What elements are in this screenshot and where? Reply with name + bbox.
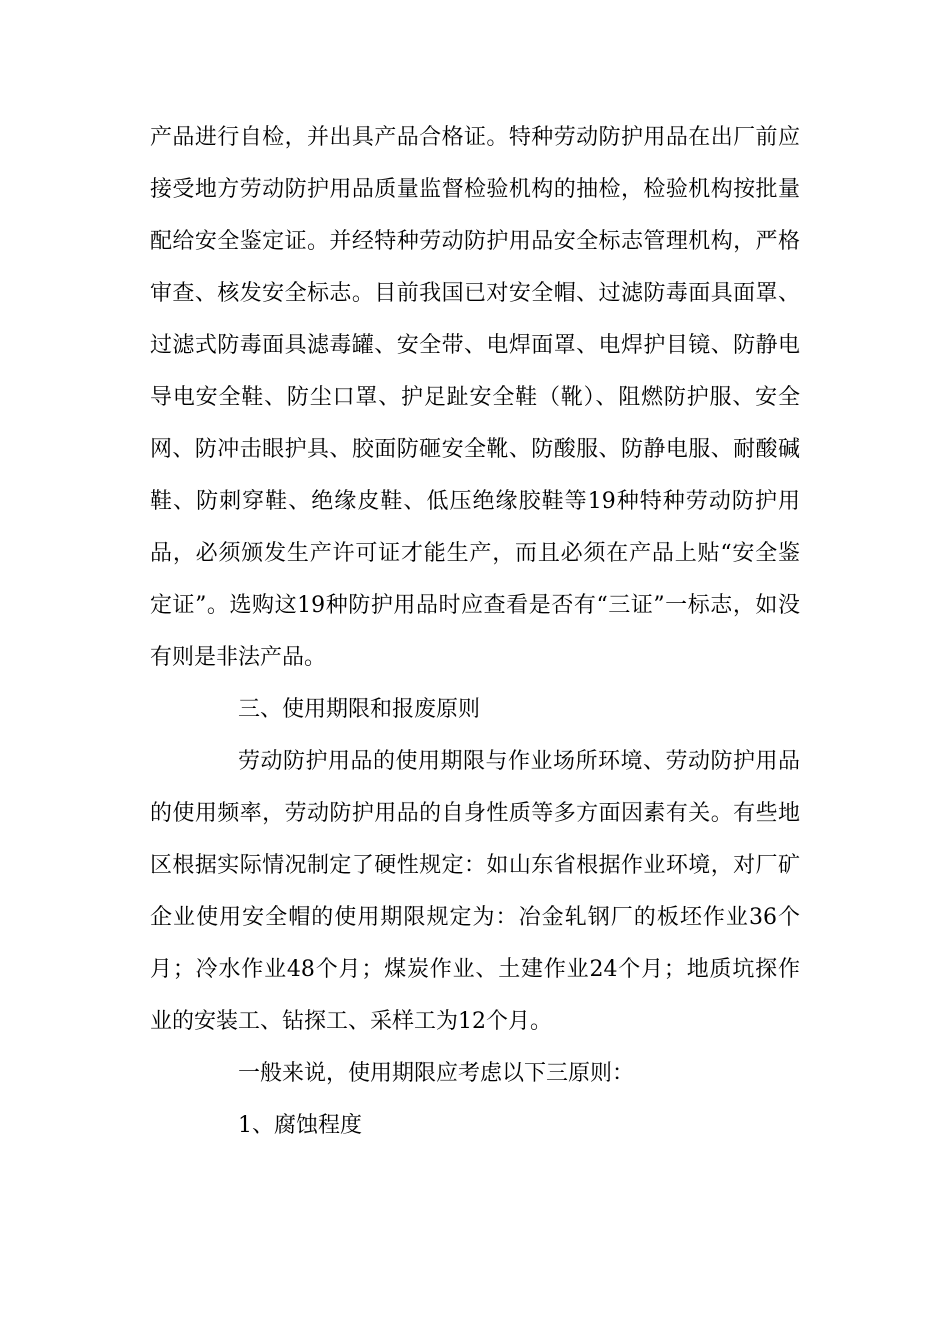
- text-line: 的使用频率，劳动防护用品的自身性质等多方面因素有关。有些地: [150, 801, 800, 826]
- text-line: 企业使用安全帽的使用期限规定为：冶金轧钢厂的板坯作业36个: [150, 905, 800, 930]
- text-line: 劳动防护用品的使用期限与作业场所环境、劳动防护用品: [238, 749, 800, 774]
- heading-text: 三、使用期限和报废原则: [238, 697, 481, 722]
- paragraph-service-life: [150, 736, 800, 1048]
- text-line: 月；冷水作业48个月；煤炭作业、土建作业24个月；地质坑探作: [150, 957, 800, 982]
- paragraph-certification: [150, 112, 800, 684]
- text-line: 1、腐蚀程度: [238, 1113, 362, 1138]
- text-line: 接受地方劳动防护用品质量监督检验机构的抽检，检验机构按批量: [150, 177, 800, 202]
- text-line: 一般来说，使用期限应考虑以下三原则：: [238, 1061, 635, 1086]
- text-line: 过滤式防毒面具滤毒罐、安全带、电焊面罩、电焊护目镜、防静电: [150, 333, 800, 358]
- list-item-corrosion: [150, 1100, 800, 1152]
- text-line: 导电安全鞋、防尘口罩、护足趾安全鞋（靴）、阻燃防护服、安全: [150, 385, 800, 410]
- text-line: 网、防冲击眼护具、胶面防砸安全靴、防酸服、防静电服、耐酸碱: [150, 437, 800, 462]
- text-line: 产品进行自检，并出具产品合格证。特种劳动防护用品在出厂前应: [150, 125, 800, 150]
- text-line: 审查、核发安全标志。目前我国已对安全帽、过滤防毒面具面罩、: [150, 281, 800, 306]
- text-line: 配给安全鉴定证。并经特种劳动防护用品安全标志管理机构，严格: [150, 229, 800, 254]
- document-body: [150, 112, 800, 1152]
- text-line: 品，必须颁发生产许可证才能生产，而且必须在产品上贴“安全鉴: [150, 541, 800, 566]
- text-line: 鞋、防刺穿鞋、绝缘皮鞋、低压绝缘胶鞋等19种特种劳动防护用: [150, 489, 800, 514]
- text-line: 定证”。选购这19种防护用品时应查看是否有“三证”一标志，如没: [150, 593, 800, 618]
- text-line: 业的安装工、钻探工、采样工为12个月。: [150, 1009, 552, 1034]
- section-heading: [150, 684, 800, 736]
- text-line: 区根据实际情况制定了硬性规定：如山东省根据作业环境，对厂矿: [150, 853, 800, 878]
- paragraph-principles-intro: [150, 1048, 800, 1100]
- text-line: 有则是非法产品。: [150, 645, 327, 670]
